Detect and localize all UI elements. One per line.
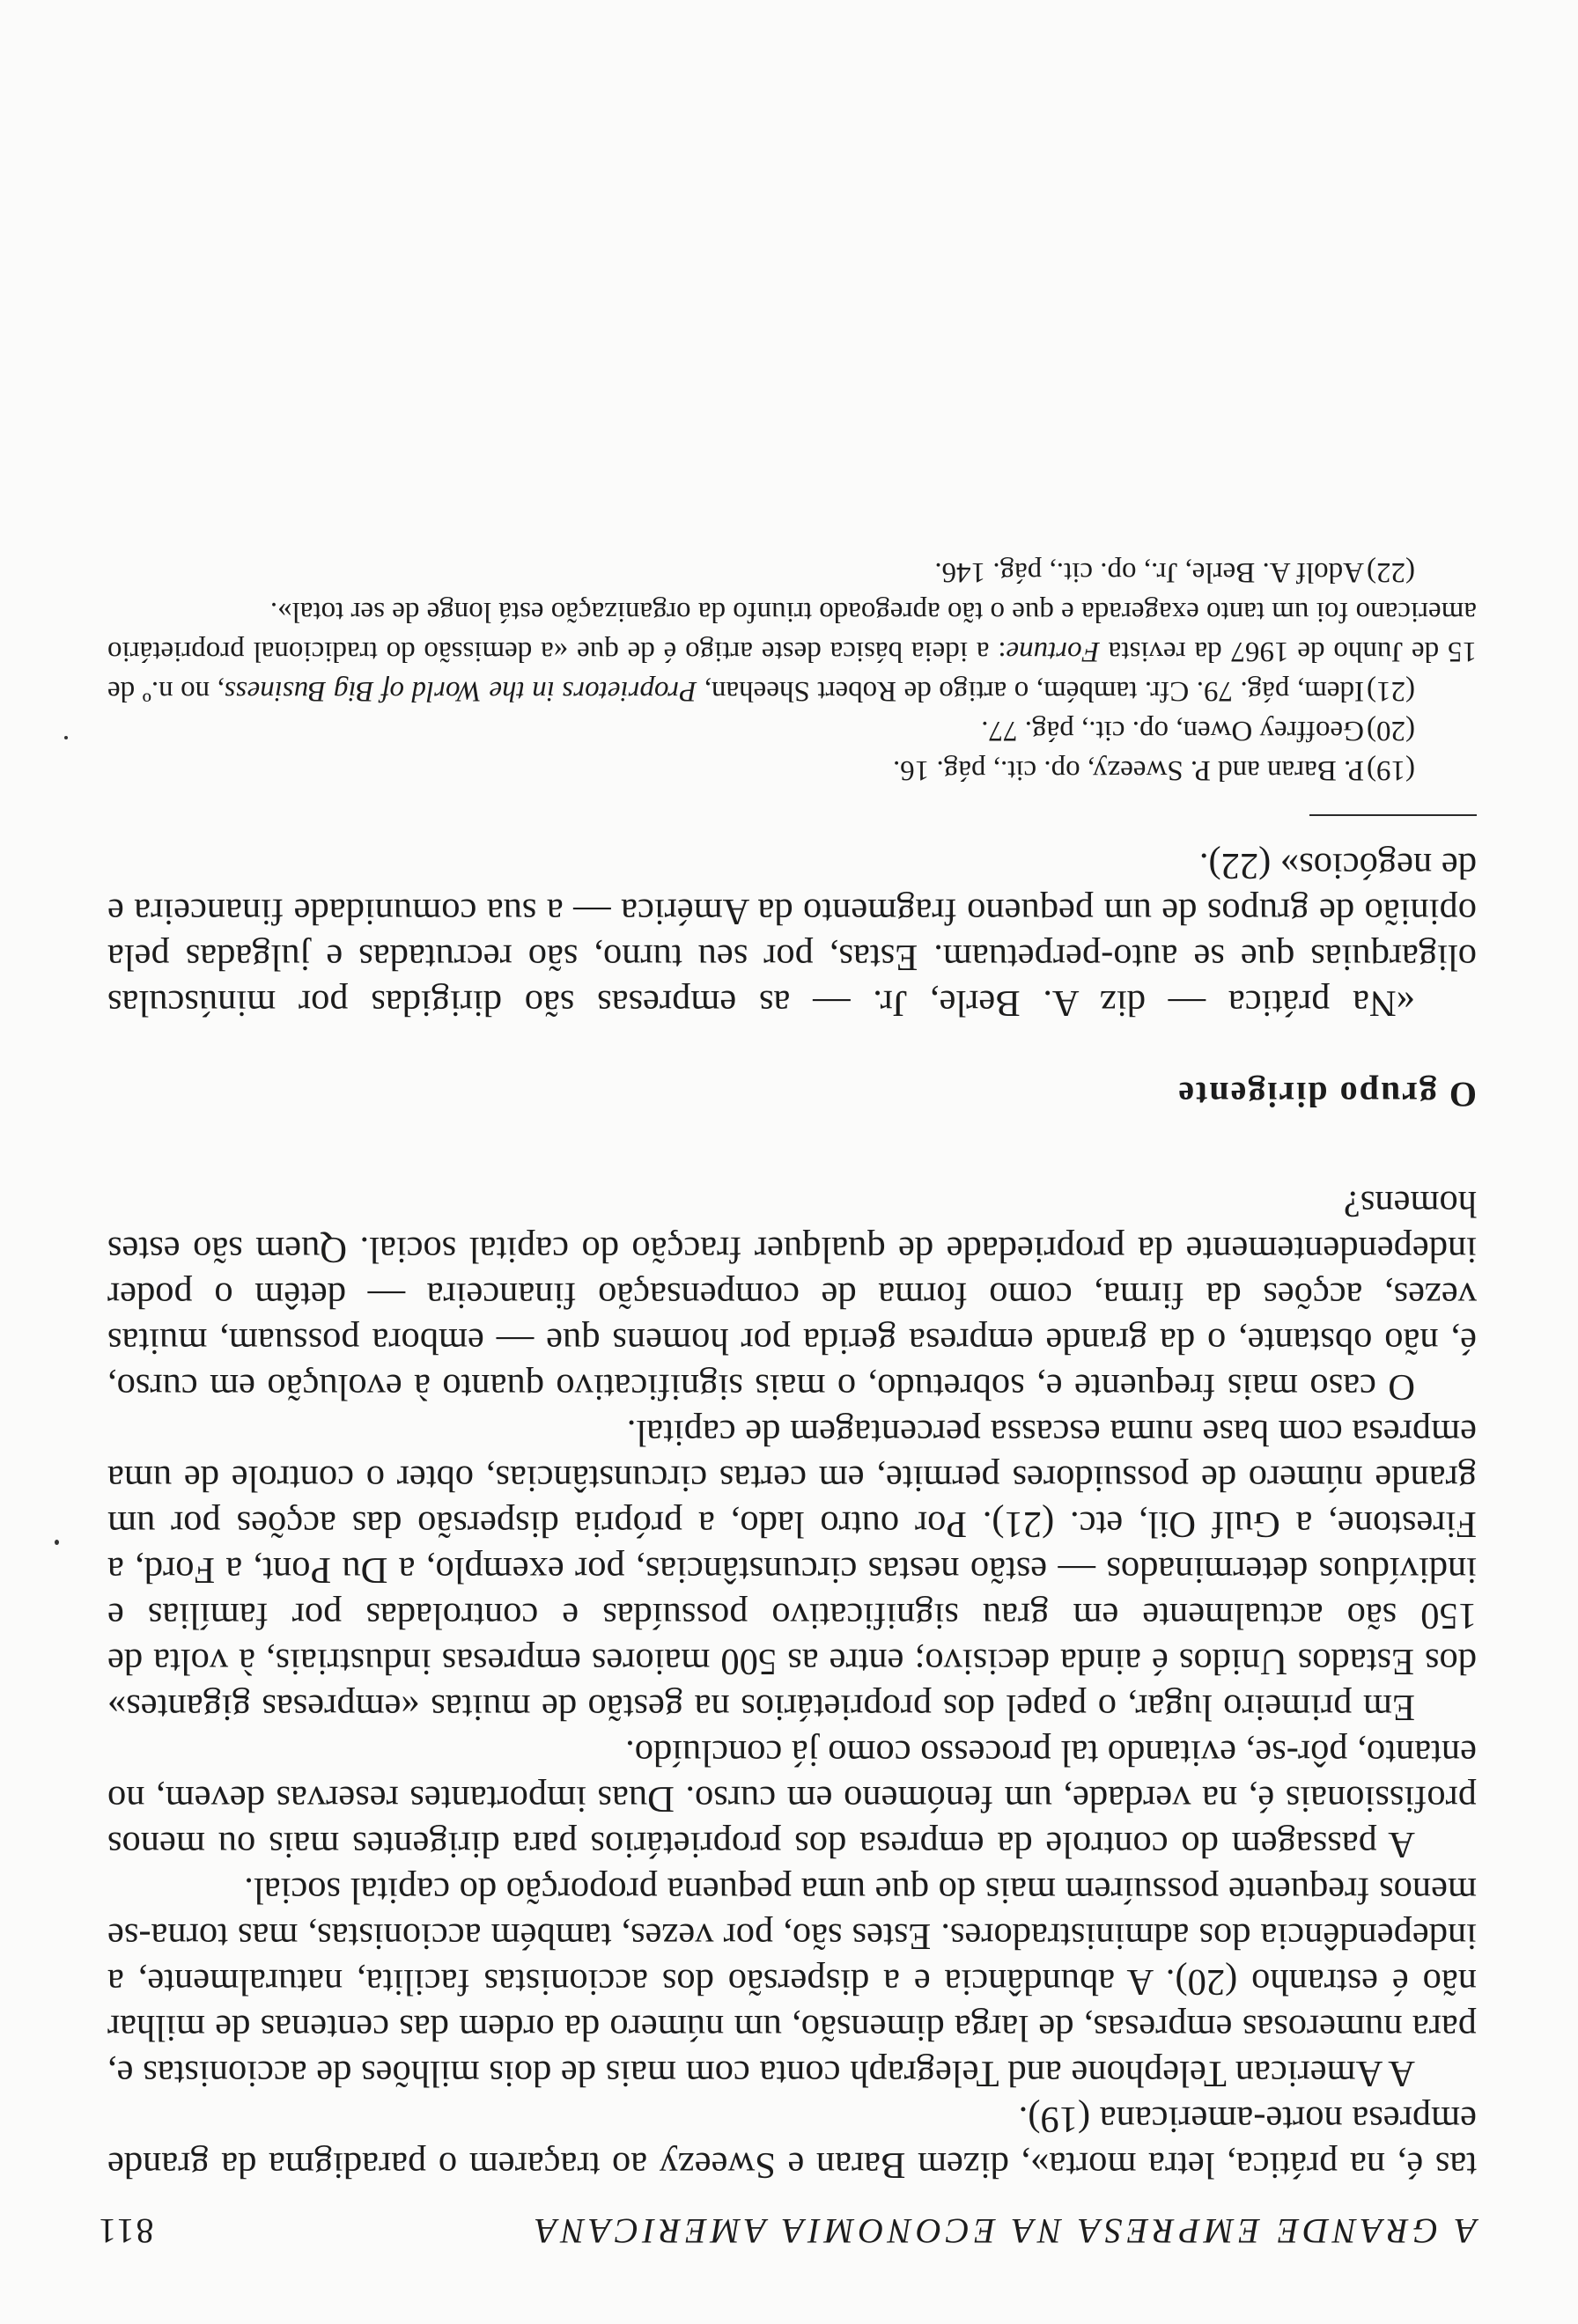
paragraph-control-transfer: A passagem do controle da empresa dos proprietários para dirigentes mais ou menos profissionais é, na verdade, um fenómeno em curso. Duas importantes reservas devem, no entanto, pôr-se, evitando tal processo como já concluído. [107,1732,1477,1865]
footnote-text: : a ideia básica deste artigo é de que «a demissão do tradicional proprietário americano foi um tanto exagerada e que o tão apregoado triunfo da organização está longe de ser total». [107,596,1477,667]
footnotes [107,552,1477,790]
footnote-22 [107,552,1477,592]
footnote-text: Geoffrey Owen, op. cit., pág. 77. [981,715,1364,746]
footnote-text: P. Baran and P. Sweezy, op. cit., pág. 16. [893,754,1364,786]
footnote-article-title: Proprietors in the World of Big Business [224,675,697,707]
paragraph-berle-quote: «Na prática — diz A. Berle, Jr. — as empresas são dirigidas por minúsculas oligarquias que se auto-perpetuam. Estas, por seu turno, são recrutadas e julgadas pela opinião de grupos de um pequeno fragmento da América — a sua comunidade financeira e de negócios» (22). [107,845,1477,1024]
footnote-20 [107,710,1477,750]
section-heading: O grupo dirigente [1176,1075,1477,1114]
paragraph-owners-role: Em primeiro lugar, o papel dos proprietários na gestão de muitas «empresas gigantes» dos Estados Unidos é ainda decisivo; entre as 500 maiores empresas industriais, à volta de 150 são actualmente em grau significativo possuídas e controladas por famílias e indivíduos determinados — estão nestas circunstâncias, por exemplo, a Du Pont, a Ford, a Firestone, a Gulf Oil, etc. (21). Por outro lado, a própria dispersão das acções por um grande número de possuidores permite, em certas circunstâncias, obter o controle de uma empresa com base numa escassa percentagem de capital. [107,1412,1477,1728]
scan-speck [64,736,68,739]
running-head [97,2199,1477,2252]
footnote-21 [107,592,1477,710]
footnote-number: (20) [1367,715,1415,746]
running-head-title: A GRANDE EMPRESA NA ECONOMIA AMERICANA [531,2211,1477,2251]
footnote-magazine-title: Fortune [1006,636,1100,667]
paragraph-managers: O caso mais frequente e, sobretudo, o mais significativo quanto à evolução em curso, é, não obstante, o da grande empresa gerida por homens que — embora possuam, muitas vezes, acções da firma, como forma de compensação financeira — detêm o poder independentemente da propriedade de qualquer fracção do capital social. Quem são estes homens? [107,1183,1477,1408]
footnote-text: Adolf A. Berle, Jr., op. cit., pág. 146. [934,556,1364,588]
footnote-19 [107,750,1477,790]
scan-speck [55,1540,59,1545]
footnote-number: (21) [1367,675,1415,707]
footnote-text: Idem, pág. 79. Cfr. também, o artigo de Robert Sheehan, [697,675,1364,707]
paragraph-continued: tas é, na prática, letra morta», dizem Baran e Sweezy ao traçarem o paradigma da grande empresa norte-americana (19). [107,2099,1477,2186]
footnote-number: (22) [1367,556,1415,588]
page-number: 811 [97,2211,154,2251]
paragraph-att: A American Telephone and Telegraph conta com mais de dois milhões de accionistas e, para numerosas empresas, de larga dimensão, um número da ordem das centenas de milhar não é estranho (20). A abundância e a dispersão dos accionistas facilita, naturalmente, a independência dos administradores. Estes são, por vezes, também accionistas, mas torna-se menos frequente possuírem mais do que uma pequena proporção do capital social. [107,1870,1477,2094]
footnote-number: (19) [1367,754,1415,786]
footnote-divider [1309,814,1477,816]
footnote-text: , no n.º de 15 de Junho de 1967 da revista [107,636,1477,707]
body-text [107,552,1477,2188]
